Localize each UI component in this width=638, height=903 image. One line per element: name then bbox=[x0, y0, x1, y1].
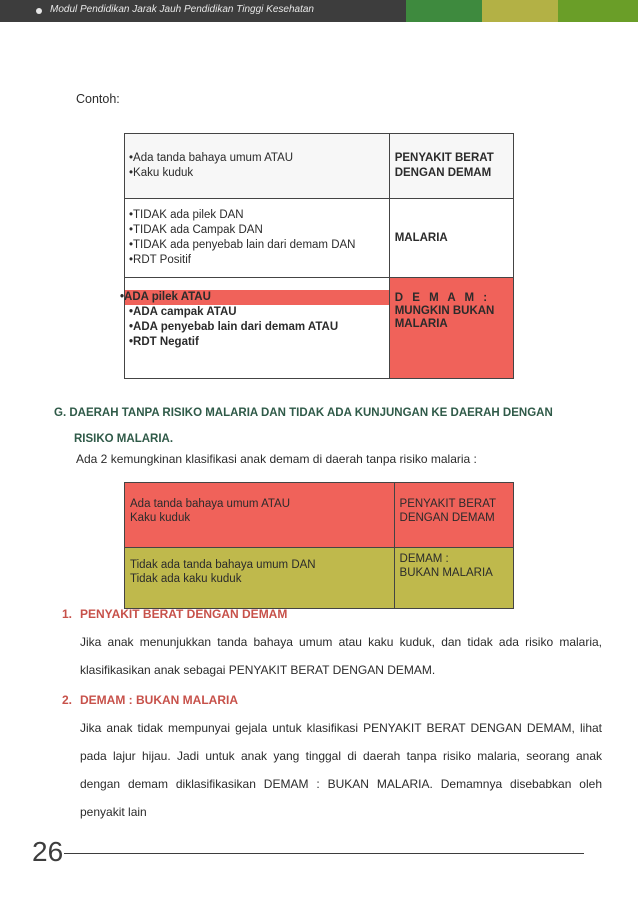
table-row bbox=[125, 199, 514, 278]
table-cell-classification: MALARIA bbox=[389, 199, 513, 278]
table-cell-classification bbox=[389, 278, 513, 379]
classification-table-example bbox=[124, 133, 514, 379]
list-item: • Kaku kuduk bbox=[129, 166, 385, 181]
list-item-title-text: PENYAKIT BERAT DENGAN DEMAM bbox=[80, 607, 288, 621]
list-item-title-text: DEMAM : BUKAN MALARIA bbox=[80, 693, 238, 707]
classification-line: D E M A M : bbox=[394, 292, 491, 304]
list-item: • ADA campak ATAU bbox=[129, 305, 385, 320]
list-item: • RDT Positif bbox=[129, 253, 385, 268]
list-item: • TIDAK ada pilek DAN bbox=[129, 208, 385, 223]
page-number: 26 bbox=[32, 836, 64, 867]
cell-line: Tidak ada tanda bahaya umum DAN bbox=[130, 559, 316, 571]
section-g-intro: Ada 2 kemungkinan klasifikasi anak demam di daerah tanpa risiko malaria : bbox=[76, 452, 477, 466]
table-cell-criteria bbox=[125, 134, 390, 199]
header-color-block-lime bbox=[558, 0, 638, 22]
list-item-title bbox=[62, 686, 602, 714]
bullet-icon bbox=[36, 8, 42, 14]
example-label: Contoh: bbox=[76, 92, 120, 106]
table-cell-classification bbox=[394, 483, 513, 548]
table-cell-classification: PENYAKIT BERAT DENGAN DEMAM bbox=[389, 134, 513, 199]
list-item: • TIDAK ada Campak DAN bbox=[129, 223, 385, 238]
table-cell-criteria bbox=[125, 199, 390, 278]
table-row bbox=[125, 134, 514, 199]
list-item-text: Jika anak menunjukkan tanda bahaya umum atau kaku kuduk, dan tidak ada risiko malaria, klasifikasikan anak sebagai PENYAKIT BERAT DENGAN DEMAM. bbox=[80, 635, 602, 677]
list-item: • TIDAK ada penyebab lain dari demam DAN bbox=[129, 238, 385, 253]
cell-line: BUKAN MALARIA bbox=[399, 567, 493, 579]
table-row bbox=[125, 278, 514, 379]
list-item: • Ada tanda bahaya umum ATAU bbox=[129, 151, 385, 166]
classification-table-no-risk bbox=[124, 482, 514, 609]
cell-line: PENYAKIT BERAT bbox=[399, 498, 497, 510]
table-cell-criteria bbox=[125, 278, 390, 379]
list-item-text: Jika anak tidak mempunyai gejala untuk klasifikasi PENYAKIT BERAT DENGAN DEMAM, lihat pada lajur hijau. Jadi untuk anak yang tinggal di daerah tanpa risiko malaria, seorang anak dengan demam diklasifikasikan DEMAM : BUKAN MALARIA. Demamnya disebabkan oleh penyakit lain bbox=[80, 721, 602, 819]
section-g-heading bbox=[54, 400, 614, 452]
header-color-block-green bbox=[406, 0, 482, 22]
list-item: • RDT Negatif bbox=[129, 335, 385, 350]
list-item: • ADA penyebab lain dari demam ATAU bbox=[129, 320, 385, 335]
cell-line: Tidak ada kaku kuduk bbox=[130, 573, 242, 585]
page-header bbox=[0, 0, 638, 22]
section-g-heading-line: G. DAERAH TANPA RISIKO MALARIA DAN TIDAK ADA KUNJUNGAN KE DAERAH DENGAN bbox=[54, 407, 553, 419]
classification-explanations bbox=[62, 600, 602, 826]
cell-line: DENGAN DEMAM bbox=[399, 512, 495, 524]
list-item-number: 1. bbox=[62, 607, 73, 621]
table-cell-criteria bbox=[125, 483, 395, 548]
header-title-bar bbox=[0, 0, 406, 22]
list-item-title bbox=[62, 600, 602, 628]
section-g-heading-line: RISIKO MALARIA. bbox=[74, 433, 174, 445]
footer-divider bbox=[64, 853, 584, 854]
cell-line: Ada tanda bahaya umum ATAU bbox=[130, 498, 291, 510]
classification-line: MUNGKIN BUKAN MALARIA bbox=[394, 305, 495, 330]
table-row bbox=[125, 483, 514, 548]
header-color-block-olive bbox=[482, 0, 558, 22]
list-item-number: 2. bbox=[62, 693, 73, 707]
cell-line: DEMAM : bbox=[399, 553, 449, 565]
cell-line: Kaku kuduk bbox=[130, 512, 191, 524]
header-title: Modul Pendidikan Jarak Jauh Pendidikan Tinggi Kesehatan bbox=[50, 4, 314, 15]
list-item: • ADA pilek ATAU bbox=[125, 290, 389, 305]
